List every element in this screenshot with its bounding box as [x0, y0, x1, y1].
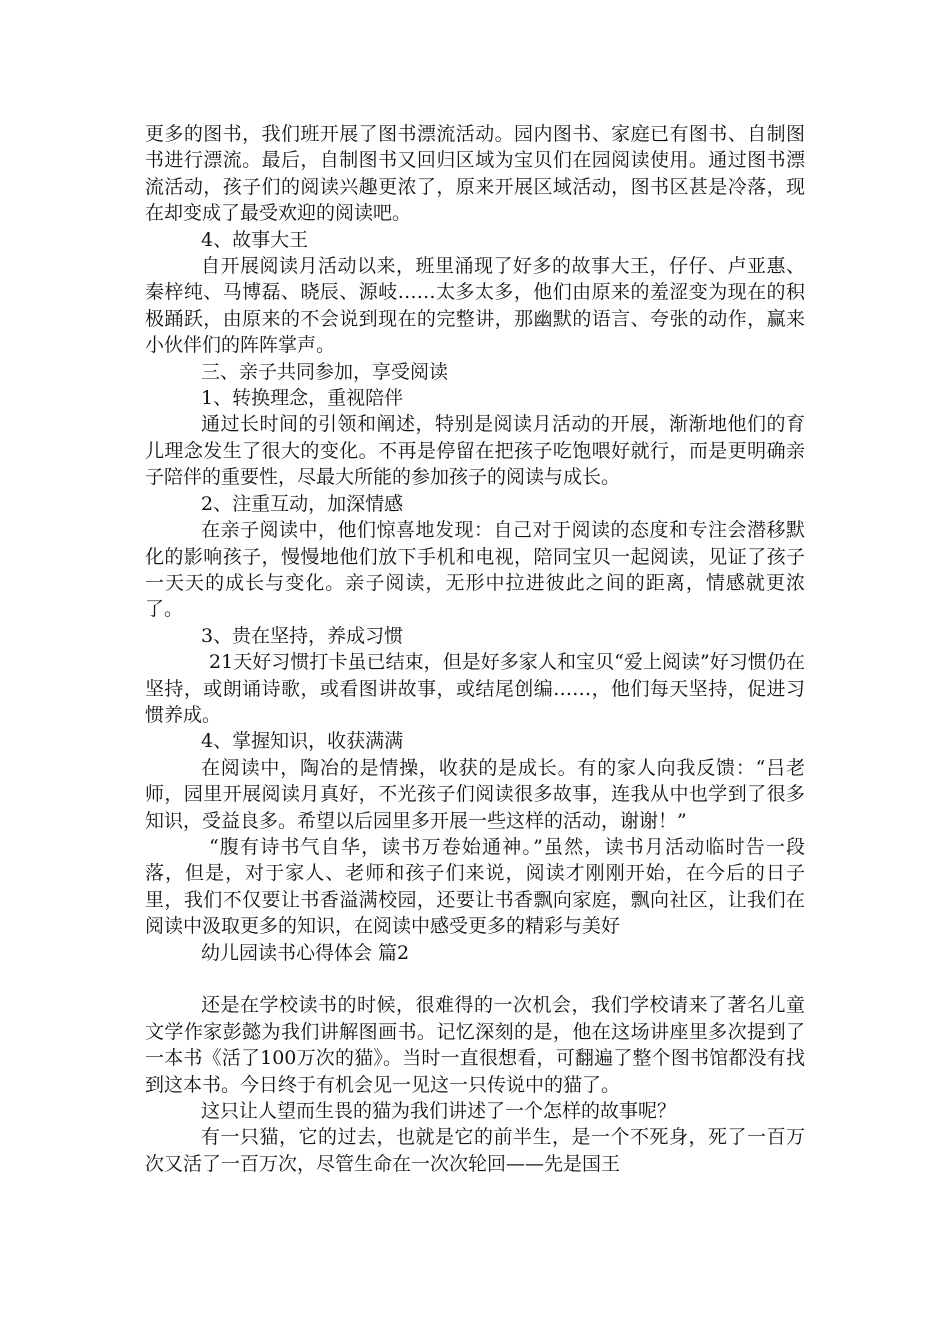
section-heading: 三、亲子共同参加，享受阅读: [201, 360, 449, 383]
body-paragraph: 自开展阅读月活动以来，班里涌现了好多的故事大王，仔仔、卢亚惠、秦梓纯、马博磊、晓辰、源岐……太多太多，他们由原来的羞涩变为现在的积极踊跃，由原来的不会说到现在的完整讲，那幽默的语言、夸张的动作，赢来小伙伴们的阵阵掌声。: [145, 255, 805, 357]
section-heading: 4、掌握知识，收获满满: [201, 730, 404, 753]
body-paragraph: 21天好习惯打卡虽已结束，但是好多家人和宝贝“爱上阅读”好习惯仍在坚持，或朗诵诗歌，或看图讲故事，或结尾创编……，他们每天坚持，促进习惯养成。: [145, 651, 805, 726]
body-paragraph: 这只让人望而生畏的猫为我们讲述了一个怎样的故事呢？: [201, 1100, 677, 1123]
body-paragraph: 更多的图书，我们班开展了图书漂流活动。园内图书、家庭已有图书、自制图书进行漂流。最后，自制图书又回归区域为宝贝们在园阅读使用。通过图书漂流活动，孩子们的阅读兴趣更浓了，原来开展区域活动，图书区甚是冷落，现在却变成了最受欢迎的阅读吧。: [145, 123, 805, 225]
body-paragraph: 在阅读中，陶冶的是情操，收获的是成长。有的家人向我反馈：“吕老师，园里开展阅读月真好，不光孩子们阅读很多故事，连我从中也学到了很多知识，受益良多。希望以后园里多开展一些这样的活动，谢谢！”: [145, 756, 805, 832]
section-heading: 4、故事大王: [201, 228, 309, 251]
blank-line: [145, 966, 805, 992]
section-heading: 2、注重互动，加深情感: [201, 492, 404, 515]
section-heading: 1、转换理念，重视陪伴: [201, 387, 404, 410]
body-paragraph: 在亲子阅读中，他们惊喜地发现：自己对于阅读的态度和专注会潜移默化的影响孩子，慢慢地他们放下手机和电视，陪同宝贝一起阅读，见证了孩子一天天的成长与变化。亲子阅读，无形中拉进彼此之间的距离，情感就更浓了。: [145, 519, 805, 621]
body-paragraph: “腹有诗书气自华，读书万卷始通神。”虽然，读书月活动临时告一段落，但是，对于家人、老师和孩子们来说，阅读才刚刚开始，在今后的日子里，我们不仅要让书香溢满校园，还要让书香飘向家庭，飘向社区，让我们在阅读中汲取更多的知识，在阅读中感受更多的精彩与美好: [145, 835, 805, 938]
body-paragraph: 通过长时间的引领和阐述，特别是阅读月活动的开展，渐渐地他们的育儿理念发生了很大的变化。不再是停留在把孩子吃饱喂好就行，而是更明确亲子陪伴的重要性，尽最大所能的参加孩子的阅读与成长。: [145, 413, 805, 489]
section-heading: 3、贵在坚持，养成习惯: [201, 624, 404, 647]
article-title: 幼儿园读书心得体会 篇2: [201, 941, 410, 964]
body-paragraph: 有一只猫，它的过去，也就是它的前半生，是一个不死身，死了一百万次又活了一百万次，尽管生命在一次次轮回——先是国王: [145, 1126, 805, 1175]
document-body: [145, 121, 805, 1177]
body-paragraph: 还是在学校读书的时候，很难得的一次机会，我们学校请来了著名儿童文学作家彭懿为我们讲解图画书。记忆深刻的是，他在这场讲座里多次提到了一本书《活了100万次的猫》。当时一直很想看，可翻遍了整个图书馆都没有找到这本书。今日终于有机会见一见这一只传说中的猫了。: [145, 994, 805, 1096]
